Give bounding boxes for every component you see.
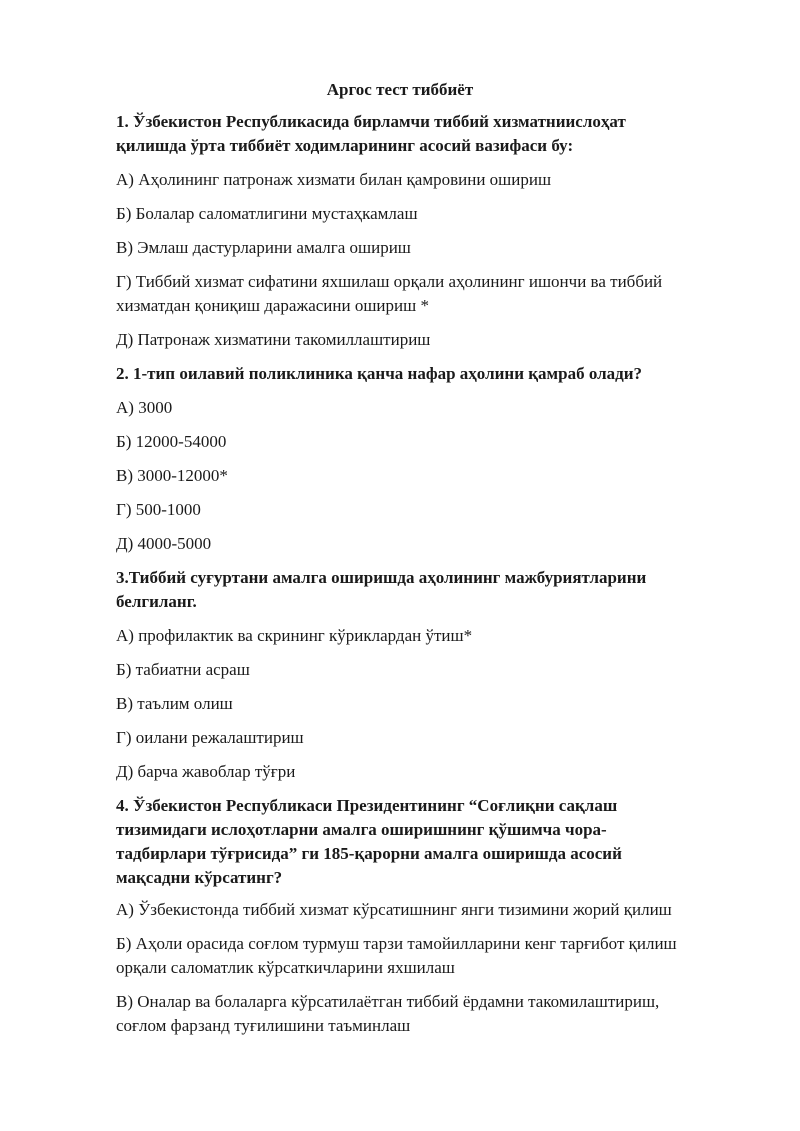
question-1-option-c: В) Эмлаш дастурларини амалга ошириш — [116, 238, 411, 257]
question-3-option-e: Д) барча жавоблар тўғри — [116, 762, 296, 781]
document-title: Аргос тест тиббиёт — [326, 80, 474, 99]
question-2: 2. 1-тип оилавий поликлиника қанча нафар аҳолини қамраб олади? — [116, 364, 643, 383]
question-3-option-d: Г) оилани режалаштириш — [116, 728, 304, 747]
question-3: 3.Тиббий суғуртани амалга оширишда аҳолининг мажбуриятларини белгиланг. — [116, 568, 647, 611]
question-4-option-a: А) Ўзбекистонда тиббий хизмат кўрсатишнинг янги тизимини жорий қилиш — [116, 900, 672, 919]
question-1-option-b: Б) Болалар саломатлигини мустаҳкамлаш — [116, 204, 418, 223]
question-3-option-b: Б) табиатни асраш — [116, 660, 250, 679]
question-1-option-e: Д) Патронаж хизматини такомиллаштириш — [116, 330, 431, 349]
question-1-option-a: А) Аҳолининг патронаж хизмати билан қамровини ошириш — [116, 170, 552, 189]
question-4-option-c: В) Оналар ва болаларга кўрсатилаётган тиббий ёрдамни такомилаштириш, соғлом фарзанд туғилишини таъминлаш — [116, 992, 660, 1035]
question-2-option-e: Д) 4000-5000 — [116, 534, 212, 553]
question-3-option-c: В) таълим олиш — [116, 694, 233, 713]
question-3-option-a: А) профилактик ва скрининг кўриклардан ўтиш* — [116, 626, 473, 645]
question-2-option-a: А) 3000 — [116, 398, 173, 417]
question-2-option-b: Б) 12000-54000 — [116, 432, 227, 451]
question-4-option-b: Б) Аҳоли орасида соғлом турмуш тарзи тамойилларини кенг тарғибот қилиш орқали саломатлик кўрсаткичларини яхшилаш — [116, 934, 677, 977]
question-1-option-d: Г) Тиббий хизмат сифатини яхшилаш орқали аҳолининг ишончи ва тиббий хизматдан қониқиш даражасини ошириш * — [116, 272, 663, 315]
question-4: 4. Ўзбекистон Республикаси Президентининг “Соғлиқни сақлаш тизимидаги ислоҳотларни амалга оширишнинг қўшимча чора-тадбирлари тўғрисида” ги 185-қарорни амалга оширишда асосий мақсадни кўрсатинг? — [116, 796, 622, 887]
question-1: 1. Ўзбекистон Республикасида бирламчи тиббий хизматниислоҳат қилишда ўрта тиббиёт ходимларининг асосий вазифаси бу: — [116, 112, 626, 155]
question-2-option-c: В) 3000-12000* — [116, 466, 228, 485]
question-2-option-d: Г) 500-1000 — [116, 500, 201, 519]
